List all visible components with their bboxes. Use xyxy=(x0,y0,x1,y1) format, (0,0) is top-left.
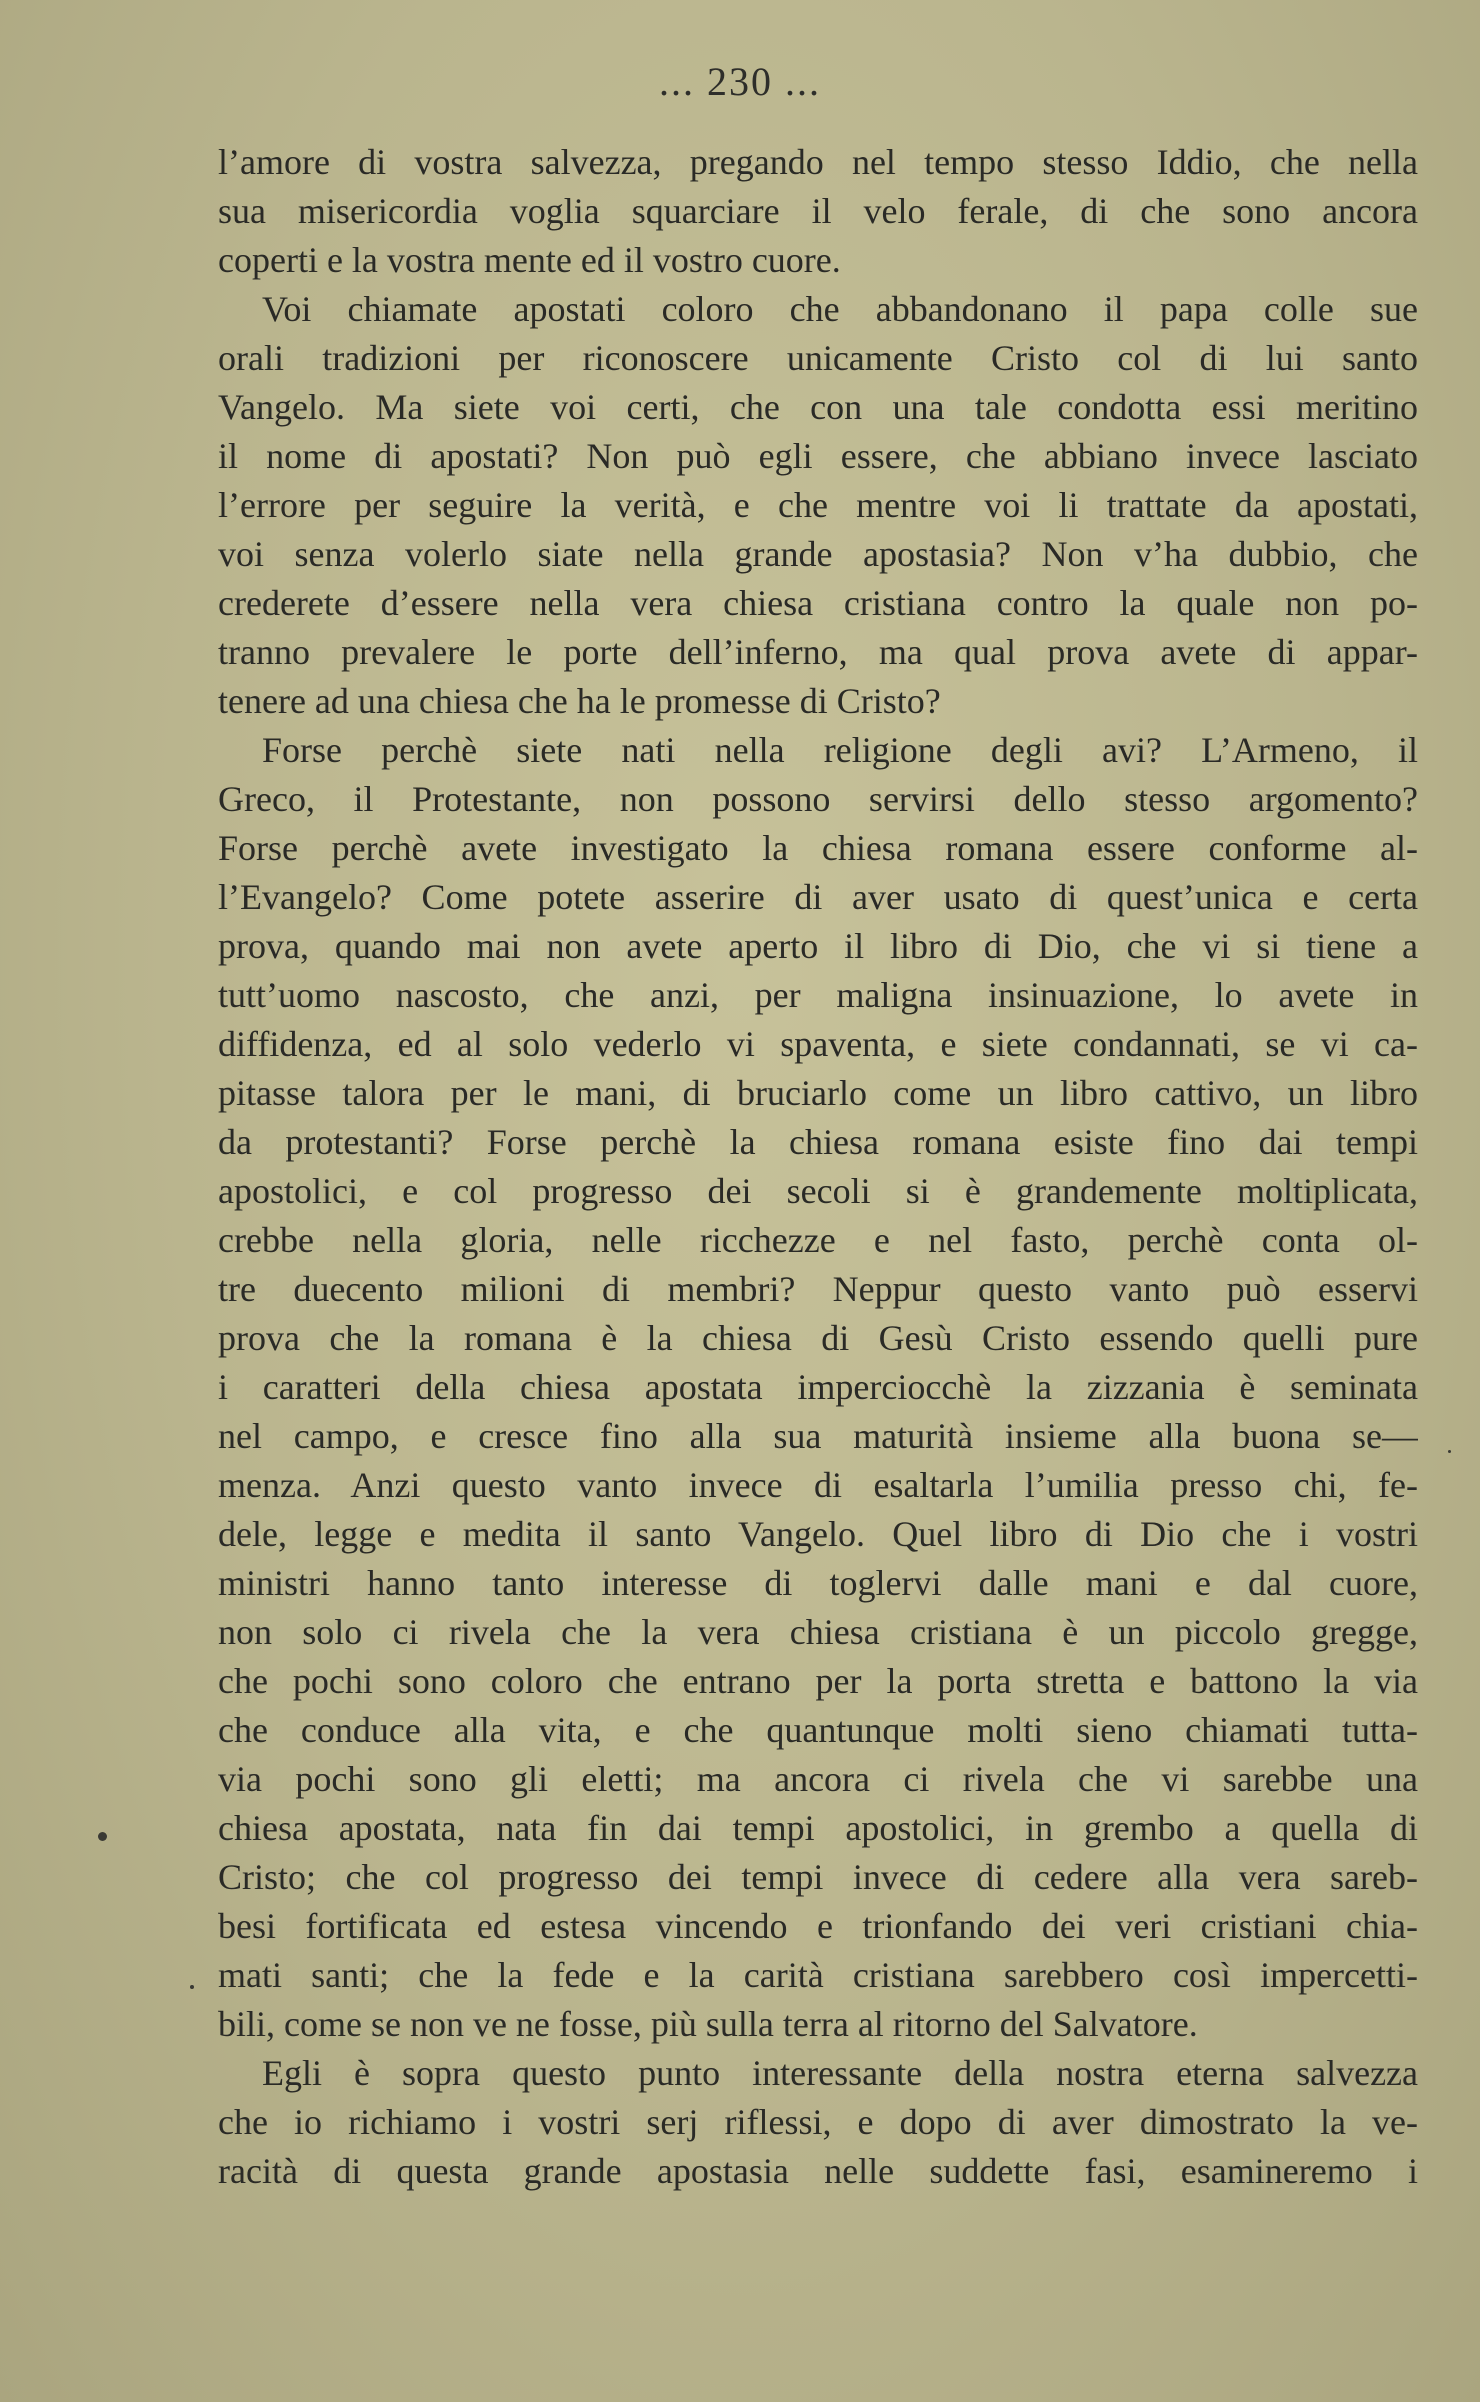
text-line: tre duecento milioni di membri? Neppur questo vanto può esservi xyxy=(218,1269,1418,1309)
text-line: Vangelo. Ma siete voi certi, che con una tale condotta essi meritino xyxy=(218,387,1418,427)
paragraph-start-line: Forse perchè siete nati nella religione degli avi? L’Armeno, il xyxy=(262,730,1418,770)
text-line: mati santi; che la fede e la carità cristiana sarebbero così impercetti- xyxy=(218,1955,1418,1995)
text-line: racità di questa grande apostasia nelle suddette fasi, esamineremo i xyxy=(218,2151,1418,2191)
text-line: tutt’uomo nascosto, che anzi, per maligna insinuazione, lo avete in xyxy=(218,975,1418,1015)
text-line: nel campo, e cresce fino alla sua maturità insieme alla buona se— xyxy=(218,1416,1418,1456)
text-line: crederete d’essere nella vera chiesa cristiana contro la quale non po- xyxy=(218,583,1418,623)
text-line: pitasse talora per le mani, di bruciarlo come un libro cattivo, un libro xyxy=(218,1073,1418,1113)
text-line: menza. Anzi questo vanto invece di esaltarla l’umilia presso chi, fe- xyxy=(218,1465,1418,1505)
text-line: coperti e la vostra mente ed il vostro cuore. xyxy=(218,240,841,280)
text-line: il nome di apostati? Non può egli essere, che abbiano invece lasciato xyxy=(218,436,1418,476)
body-text xyxy=(218,138,1418,2196)
text-line: besi fortificata ed estesa vincendo e trionfando dei veri cristiani chia- xyxy=(218,1906,1418,1946)
text-line: prova che la romana è la chiesa di Gesù Cristo essendo quelli pure xyxy=(218,1318,1418,1358)
paper-speck xyxy=(98,1832,107,1841)
page-number: ... 230 ... xyxy=(659,59,821,104)
paragraph-start-line: Voi chiamate apostati coloro che abbandonano il papa colle sue xyxy=(262,289,1418,329)
text-line: l’amore di vostra salvezza, pregando nel tempo stesso Iddio, che nella xyxy=(218,142,1418,182)
paper-speck xyxy=(190,1985,194,1989)
text-line: chiesa apostata, nata fin dai tempi apostolici, in grembo a quella di xyxy=(218,1808,1418,1848)
text-line: tranno prevalere le porte dell’inferno, ma qual prova avete di appar- xyxy=(218,632,1418,672)
text-line: bili, come se non ve ne fosse, più sulla terra al ritorno del Salvatore. xyxy=(218,2004,1198,2044)
text-line: i caratteri della chiesa apostata imperciocchè la zizzania è seminata xyxy=(218,1367,1418,1407)
text-line: che conduce alla vita, e che quantunque molti sieno chiamati tutta- xyxy=(218,1710,1418,1750)
text-line: ministri hanno tanto interesse di toglervi dalle mani e dal cuore, xyxy=(218,1563,1418,1603)
text-line: apostolici, e col progresso dei secoli si è grandemente moltiplicata, xyxy=(218,1171,1418,1211)
text-line: diffidenza, ed al solo vederlo vi spaventa, e siete condannati, se vi ca- xyxy=(218,1024,1418,1064)
text-line: che pochi sono coloro che entrano per la porta stretta e battono la via xyxy=(218,1661,1418,1701)
text-line: prova, quando mai non avete aperto il libro di Dio, che vi si tiene a xyxy=(218,926,1418,966)
text-line: Cristo; che col progresso dei tempi invece di cedere alla vera sareb- xyxy=(218,1857,1418,1897)
text-line: orali tradizioni per riconoscere unicamente Cristo col di lui santo xyxy=(218,338,1418,378)
text-line: Greco, il Protestante, non possono servirsi dello stesso argomento? xyxy=(218,779,1418,819)
text-line: voi senza volerlo siate nella grande apostasia? Non v’ha dubbio, che xyxy=(218,534,1418,574)
text-line: da protestanti? Forse perchè la chiesa romana esiste fino dai tempi xyxy=(218,1122,1418,1162)
text-line: l’errore per seguire la verità, e che mentre voi li trattate da apostati, xyxy=(218,485,1418,525)
text-line: dele, legge e medita il santo Vangelo. Quel libro di Dio che i vostri xyxy=(218,1514,1418,1554)
text-line: Forse perchè avete investigato la chiesa romana essere conforme al- xyxy=(218,828,1418,868)
text-line: tenere ad una chiesa che ha le promesse di Cristo? xyxy=(218,681,941,721)
text-line: che io richiamo i vostri serj riflessi, e dopo di aver dimostrato la ve- xyxy=(218,2102,1418,2142)
text-line: l’Evangelo? Come potete asserire di aver usato di quest’unica e certa xyxy=(218,877,1418,917)
paragraph-start-line: Egli è sopra questo punto interessante della nostra eterna salvezza xyxy=(262,2053,1418,2093)
text-line: crebbe nella gloria, nelle ricchezze e nel fasto, perchè conta ol- xyxy=(218,1220,1418,1260)
text-line: non solo ci rivela che la vera chiesa cristiana è un piccolo gregge, xyxy=(218,1612,1418,1652)
text-line: sua misericordia voglia squarciare il velo ferale, di che sono ancora xyxy=(218,191,1418,231)
paper-speck xyxy=(1448,1450,1451,1453)
text-line: via pochi sono gli eletti; ma ancora ci rivela che vi sarebbe una xyxy=(218,1759,1418,1799)
